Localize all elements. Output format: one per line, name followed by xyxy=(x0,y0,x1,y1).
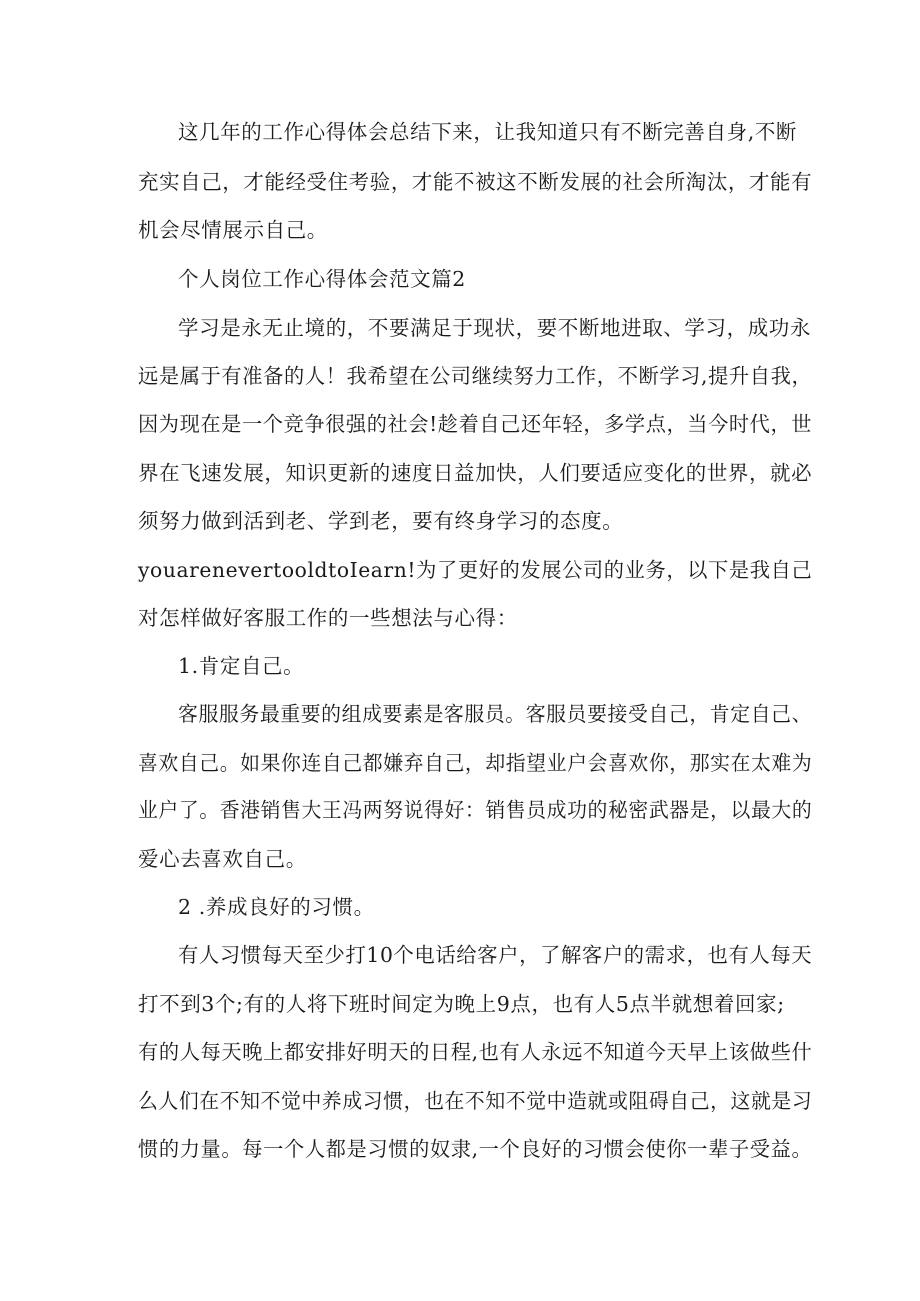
paragraph-line: 客服服务最重要的组成要素是客服员。客服员要接受自己，肯定自己、 xyxy=(178,702,813,726)
paragraph-line: 业户了。香港销售大王冯两努说得好：销售员成功的秘密武器是，以最大的 xyxy=(138,798,813,822)
paragraph-line: 打不到3个;有的人将下班时间定为晚上9点，也有人5点半就想着回家; xyxy=(138,992,785,1016)
paragraph-line: 远是属于有准备的人！我希望在公司继续努力工作，不断学习,提升自我， xyxy=(138,364,813,388)
paragraph-line: youarenevertooldtoIearn!为了更好的发展公司的业务，以下是我自己 xyxy=(138,558,813,582)
paragraph-line: 机会尽情展示自己。 xyxy=(138,218,328,242)
section-heading: 个人岗位工作心得体会范文篇2 xyxy=(178,267,466,291)
paragraph-line: 充实自己，才能经受住考验，才能不被这不断发展的社会所淘汰，才能有 xyxy=(138,170,813,194)
list-item-heading: 2 .养成良好的习惯。 xyxy=(178,895,375,919)
paragraph-line: 有人习惯每天至少打10个电话给客户，了解客户的需求，也有人每天 xyxy=(178,943,813,967)
paragraph-line: 喜欢自己。如果你连自己都嫌弃自己，却指望业户会喜欢你，那实在太难为 xyxy=(138,751,813,775)
list-item-heading: 1.肯定自己。 xyxy=(178,654,305,678)
paragraph-line: 爱心去喜欢自己。 xyxy=(138,847,307,871)
paragraph-line: 么人们在不知不觉中养成习惯，也在不知不觉中造就或阻碍自己，这就是习 xyxy=(138,1089,813,1113)
paragraph-line: 因为现在是一个竞争很强的社会!趁着自己还年轻，多学点，当今时代，世 xyxy=(138,412,813,436)
paragraph-line: 学习是永无止境的，不要满足于现状，要不断地进取、学习，成功永 xyxy=(178,316,811,340)
paragraph-line: 这几年的工作心得体会总结下来，让我知道只有不断完善自身,不断 xyxy=(178,120,798,144)
paragraph-line: 惯的力量。每一个人都是习惯的奴隶,一个良好的习惯会使你一辈子受益。 xyxy=(138,1137,813,1161)
paragraph-line: 须努力做到活到老、学到老，要有终身学习的态度。 xyxy=(138,509,624,533)
paragraph-line: 有的人每天晚上都安排好明天的日程,也有人永远不知道今天早上该做些什 xyxy=(138,1040,813,1064)
paragraph-line: 对怎样做好客服工作的一些想法与心得： xyxy=(138,606,518,630)
paragraph-line: 界在飞速发展，知识更新的速度日益加快，人们要适应变化的世界，就必 xyxy=(138,461,813,485)
